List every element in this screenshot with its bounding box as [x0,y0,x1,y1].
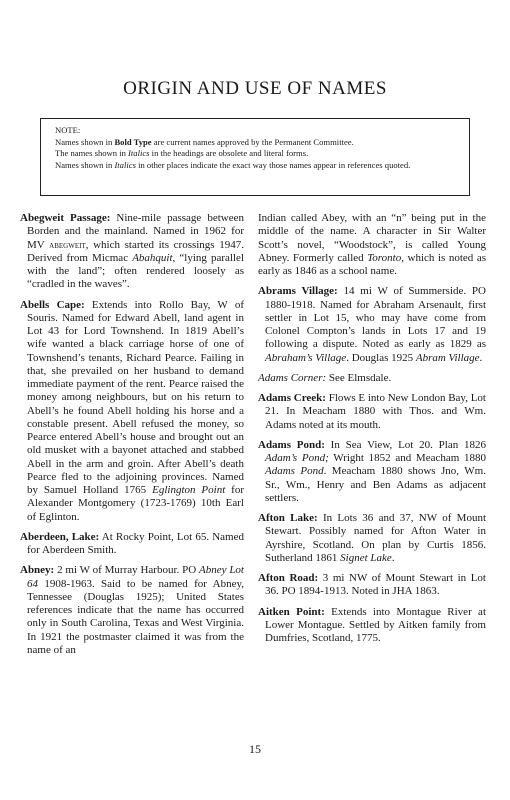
entry-text: At Rocky Point, Lot 65. Named for Aberdeen Smith. [27,530,245,556]
entry-text: for Alexander Montgomery (1723-1769) 10th Earl of Eglinton. [27,484,244,523]
entry-text: 14 mi W of Summerside. PO 1880-1918. Named for Abraham Arsenault, first settler in Lot 15, who may have come from Colonel Compton’s lands in Lots 17 and 19 following a dispute. Noted as early as 1829 as [265,285,486,351]
entry-smallcaps: abegweit [49,239,86,251]
entry-abegweit-passage [20,212,244,292]
entry-text: , which is noted as early as 1846 as a school name. [258,251,486,277]
entry-aberdeen-lake [20,531,244,558]
note-bold: Bold Type [114,136,152,147]
entry-text: Extends into Rollo Bay, W of Souris. Named for Edward Abell, land agent in Lot 43 for Lord Townshend. In 1819 Abell’s wife wanted a black carriage horse of one of Townshend’s tenants, Richard Pearce. Failing in that, she prevailed on her husband to demand immediate payment of the rent. Pearce raised the money among neighbours, but on his return to Abell’s he found Abell holding his horse and a constable present. Abell refused the money, so Pearce entered Abell’s house and brought out an old musket with a bayonet attached and stabbed Abell in the arm and groin. After Abell’s death Pearce fled to the adjoining provinces. Named by Samuel Holland 1765 [27,298,244,496]
entry-adams-corner [258,372,486,385]
entry-headword: Abegweit Passage: [20,212,111,224]
entry-abells-cape [20,299,244,524]
entry-italic: Eglington Point [152,484,226,496]
entry-text: . [479,351,483,364]
entry-italic: Abahquit [132,251,173,264]
entry-text: 3 mi NW of Mount Stewart in Lot 36. PO 1894-1913. Noted in JHA 1863. [265,572,486,598]
entry-text: , “lying parallel with the land”; often rendered loosely as “cradled in the waves”. [27,251,244,291]
note-heading: NOTE: [55,125,81,135]
entry-italic: Adams Pond [265,465,324,478]
entry-abney-continued [258,212,486,278]
entry-abrams-village [258,285,486,365]
right-column [258,212,486,652]
entry-headword: Adams Pond: [258,438,325,451]
entry-afton-road [258,572,486,599]
entry-text: Indian called Abey, with an “n” being put in the middle of the name. A character in Sir Walter Scott’s novel, “Woodstock”, is called Young Abney. Formerly called [258,212,486,264]
note-text: in other places indicate the exact way those names appear in references quoted. [135,159,411,170]
entry-italic: Abram Village [415,351,480,364]
note-line-1 [55,137,459,149]
entry-headword: Afton Road: [258,572,319,584]
entry-text: In Lots 36 and 37, NW of Mount Stewart. Possibly named for Afton Water in Ayrshire, Scotland. On plan by Curtis 1856. Sutherland 1861 [265,512,486,564]
note-text: The names shown in [55,148,129,159]
entry-text: Extends into Montague River at Lower Montague. Settled by Aitken family from Dumfries, Scotland, 1775. [265,605,486,644]
note-italic: Italics [114,159,136,170]
entry-adams-creek [258,392,486,432]
entry-headword: Aberdeen, Lake: [20,530,100,543]
entry-aitken-point [258,606,486,646]
entry-text: 2 mi W of Murray Harbour. PO [54,564,199,577]
entry-headword-obsolete: Adams Corner: [258,371,327,384]
left-column [20,212,244,664]
entry-afton-lake [258,512,486,565]
entry-text: In Sea View, Lot 20. Plan 1826 [324,438,486,451]
entry-headword: Abrams Village: [258,285,338,298]
entry-text: . [391,551,395,564]
entry-italic: Abraham’s Village [265,351,347,364]
note-box [40,118,470,196]
note-italic: Italics [128,148,150,159]
page-title: ORIGIN AND USE OF NAMES [123,78,387,99]
entry-italic: Signet Lake [340,551,392,564]
entry-headword: Afton Lake: [258,512,318,524]
entry-headword: Abells Cape: [20,298,85,311]
entry-abney [20,564,244,657]
page-number: 15 [249,742,261,756]
entry-text: See Elmsdale. [326,371,392,384]
entry-text: Wright 1852 and Meacham 1880 [328,452,486,464]
entry-text: 1908-1963. Said to be named for Abney, Tennessee (Douglas 1925); United States references indicate that the name has occurred only in South Carolina, Texas and West Virginia. In 1921 the postmaster claimed it was from the name of an [27,577,244,656]
entry-adams-pond [258,439,486,505]
entry-italic: Toronto [367,251,402,264]
entry-headword: Abney: [20,564,55,577]
entry-italic: Abney Lot 64 [27,564,244,590]
note-line-2 [55,148,459,160]
note-text: Names shown in [55,136,115,147]
note-line-3 [55,160,459,172]
entry-headword: Adams Creek: [258,392,326,404]
entry-text: Flows E into New London Bay, Lot 21. In Meacham 1880 with Thos. and Wm. Adams noted at its mouth. [265,392,486,431]
entry-text: , which started its crossings 1947. Derived from Micmac [27,238,244,264]
entry-headword: Aitken Point: [258,605,325,618]
note-text: in the headings are obsolete and literal forms. [149,148,309,159]
entry-text: . Meacham 1880 shows Jno, Wm. Sr., Wm., Henry and Ben Adams as adjacent settlers. [265,465,486,504]
note-text: Names shown in [55,159,115,170]
entry-italic: Adam’s Pond; [265,452,329,464]
note-text: are current names approved by the Permanent Committee. [151,136,354,147]
entry-text: . Douglas 1925 [346,351,416,364]
entry-text: Nine-mile passage between Borden and the mainland. Named in 1962 for MV [27,212,244,251]
